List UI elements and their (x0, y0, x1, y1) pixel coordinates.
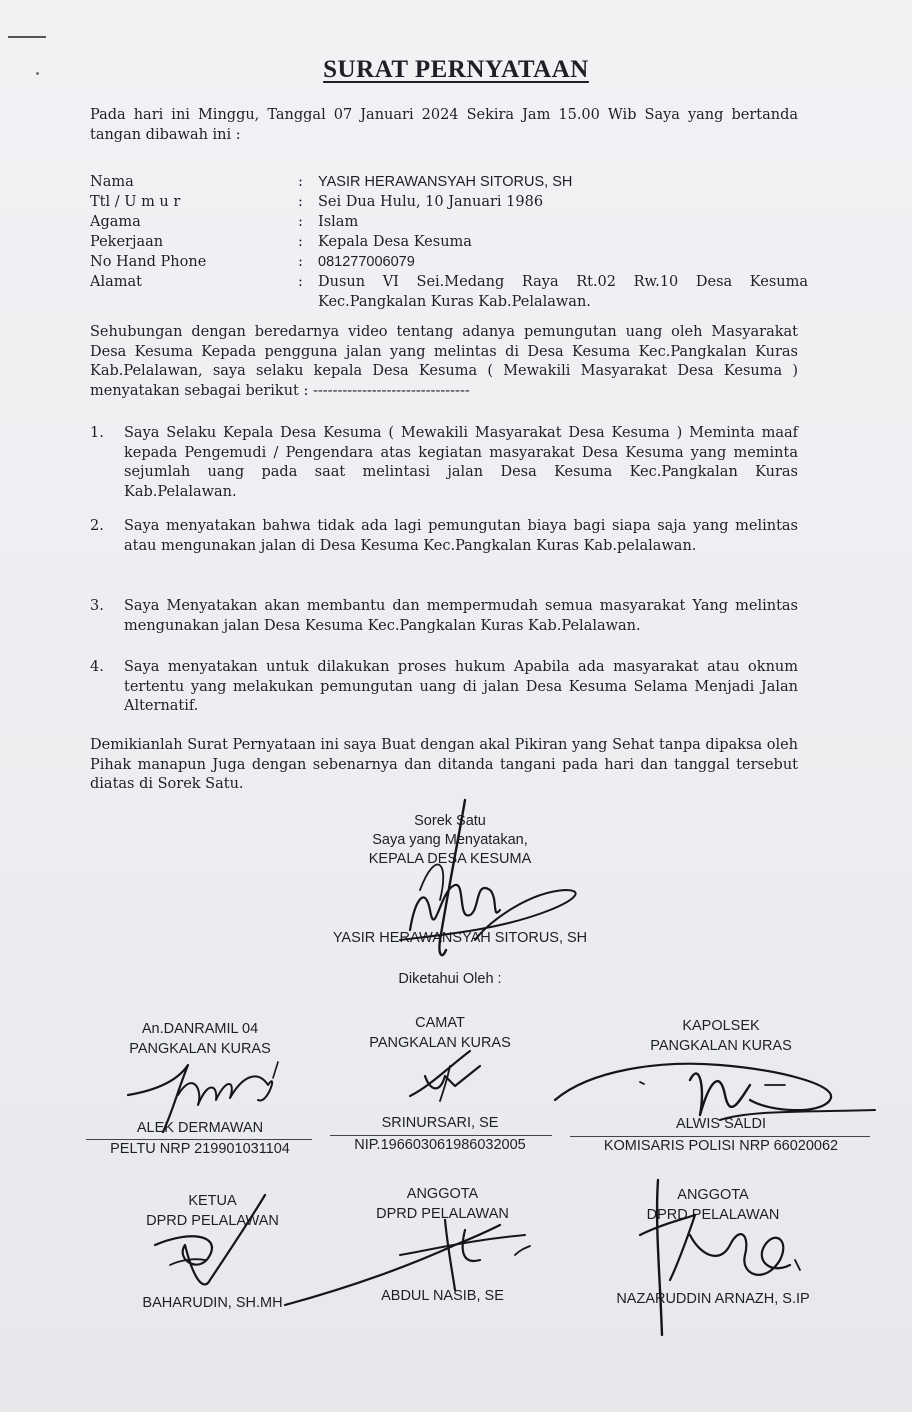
kapolsek-signature (550, 1040, 880, 1140)
witness-id: NIP.196603061986032005 (354, 1137, 526, 1153)
witness-title: CAMAT (415, 1015, 465, 1031)
witness-subtitle: DPRD PELALAWAN (646, 1207, 780, 1223)
identity-row (90, 272, 810, 312)
witness-title: An.DANRAMIL 04 (141, 1021, 259, 1037)
list-text: Saya menyatakan bahwa tidak ada lagi pemungutan biaya bagi siapa saja yang melintas atau mengunakan jalan di Desa Kesuma Kec.Pangkalan Kuras Kab.pelalawan. (124, 518, 798, 554)
sign-place: Sorek Satu (414, 813, 486, 829)
danramil-signature (118, 1050, 298, 1140)
witness-subtitle: PANGKALAN KURAS (129, 1041, 271, 1057)
list-number: 4. (90, 659, 104, 675)
closing-paragraph: Demikianlah Surat Pernyataan ini saya Buat dengan akal Pikiran yang Sehat tanpa dipaksa oleh Pihak manapun Juga dengan sebenarnya dan ditanda tangani pada hari dan tanggal tersebut diatas di Sorek Satu. (90, 737, 798, 792)
identity-value: Dusun VI Sei.Medang Raya Rt.02 Rw.10 Desa Kesuma Kec.Pangkalan Kuras Kab.Pelalawan. (318, 274, 808, 310)
identity-table (90, 172, 810, 312)
list-text: Saya menyatakan untuk dilakukan proses hukum Apabila ada masyarakat atau oknum tertentu yang melakukan pemungutan uang di jalan Desa Kesuma Selama Menjadi Jalan Alternatif. (124, 659, 798, 714)
identity-row (90, 192, 810, 212)
identity-colon: : (298, 234, 303, 250)
document-title: SURAT PERNYATAAN (323, 56, 589, 83)
identity-label: Pekerjaan (90, 234, 164, 250)
ketua-dprd-signature (150, 1190, 290, 1300)
identity-label: Alamat (90, 274, 142, 290)
list-text: Saya Menyatakan akan membantu dan mempermudah semua masyarakat Yang melintas mengunakan jalan Desa Kesuma Kec.Pangkalan Kuras Kab.Pelalawan. (124, 598, 798, 634)
witness-title: ANGGOTA (406, 1186, 479, 1202)
identity-colon: : (298, 174, 303, 190)
identity-value: YASIR HERAWANSYAH SITORUS, SH (318, 174, 573, 190)
sign-position: KEPALA DESA KESUMA (368, 851, 532, 867)
witness-name: BAHARUDIN, SH.MH (142, 1295, 283, 1311)
identity-label: Ttl / U m u r (90, 194, 181, 210)
anggota-2-signature (630, 1175, 810, 1345)
identity-value: 081277006079 (318, 254, 415, 270)
intro-paragraph: Pada hari ini Minggu, Tanggal 07 Januari 2024 Sekira Jam 15.00 Wib Saya yang bertanda tangan dibawah ini : (90, 107, 798, 143)
witness-title: KAPOLSEK (682, 1018, 760, 1034)
identity-row (90, 172, 810, 192)
context-paragraph: Sehubungan dengan beredarnya video tentang adanya pemungutan uang oleh Masyarakat Desa Kesuma Kepada pengguna jalan yang melintas di Desa Kesuma Kec.Pangkalan Kuras Kab.Pelalawan, saya selaku kepala Desa Kesuma ( Mewakili Masyarakat Desa Kesuma ) menyatakan sebagai berikut : -------------------------------- (90, 324, 798, 399)
acknowledged-label: Diketahui Oleh : (398, 971, 502, 987)
identity-colon: : (298, 274, 303, 290)
sign-statement: Saya yang Menyatakan, (372, 832, 528, 848)
identity-label: Nama (90, 174, 134, 190)
witness-name: ABDUL NASIB, SE (381, 1288, 504, 1304)
identity-row (90, 212, 810, 232)
list-number: 2. (90, 518, 104, 534)
identity-colon: : (298, 214, 303, 230)
witness-name: ALWIS SALDI (676, 1116, 766, 1132)
identity-value: Islam (318, 214, 359, 230)
witness-title: ANGGOTA (677, 1187, 749, 1203)
identity-label: No Hand Phone (90, 254, 207, 270)
anggota-1-signature (280, 1210, 540, 1310)
identity-colon: : (298, 194, 303, 210)
witness-subtitle: DPRD PELALAWAN (376, 1206, 509, 1222)
main-signature (380, 790, 600, 980)
identity-label: Agama (90, 214, 141, 230)
list-number: 3. (90, 598, 104, 614)
list-item (90, 597, 798, 636)
list-item (90, 658, 798, 717)
list-item (90, 424, 798, 502)
list-number: 1. (90, 425, 104, 441)
witness-id: PELTU NRP 219901031104 (110, 1141, 290, 1157)
identity-value: Sei Dua Hulu, 10 Januari 1986 (318, 194, 544, 210)
witness-subtitle: DPRD PELALAWAN (146, 1213, 279, 1229)
identity-row (90, 252, 810, 272)
identity-row (90, 232, 810, 252)
witness-subtitle: PANGKALAN KURAS (650, 1038, 792, 1054)
scan-mark (8, 36, 46, 38)
witness-title: KETUA (188, 1193, 237, 1209)
signature-line (330, 1135, 552, 1136)
witness-name: SRINURSARI, SE (381, 1115, 499, 1131)
list-item (90, 517, 798, 556)
identity-colon: : (298, 254, 303, 270)
witness-name: ALEK DERMAWAN (136, 1120, 264, 1136)
witness-id: KOMISARIS POLISI NRP 66020062 (603, 1138, 839, 1154)
list-text: Saya Selaku Kepala Desa Kesuma ( Mewakili Masyarakat Desa Kesuma ) Meminta maaf kepada Pengemudi / Pengendara atas kegiatan masyarakat Desa Kesuma yang meminta sejumlah uang pada saat melintasi jalan Desa Kesuma Kec.Pangkalan Kuras Kab.Pelalawan. (124, 425, 798, 500)
witness-name: NAZARUDDIN ARNAZH, S.IP (616, 1291, 810, 1307)
signer-name: YASIR HERAWANSYAH SITORUS, SH (332, 930, 588, 946)
witness-subtitle: PANGKALAN KURAS (369, 1035, 511, 1051)
identity-value: Kepala Desa Kesuma (318, 234, 472, 250)
camat-signature (400, 1046, 500, 1116)
